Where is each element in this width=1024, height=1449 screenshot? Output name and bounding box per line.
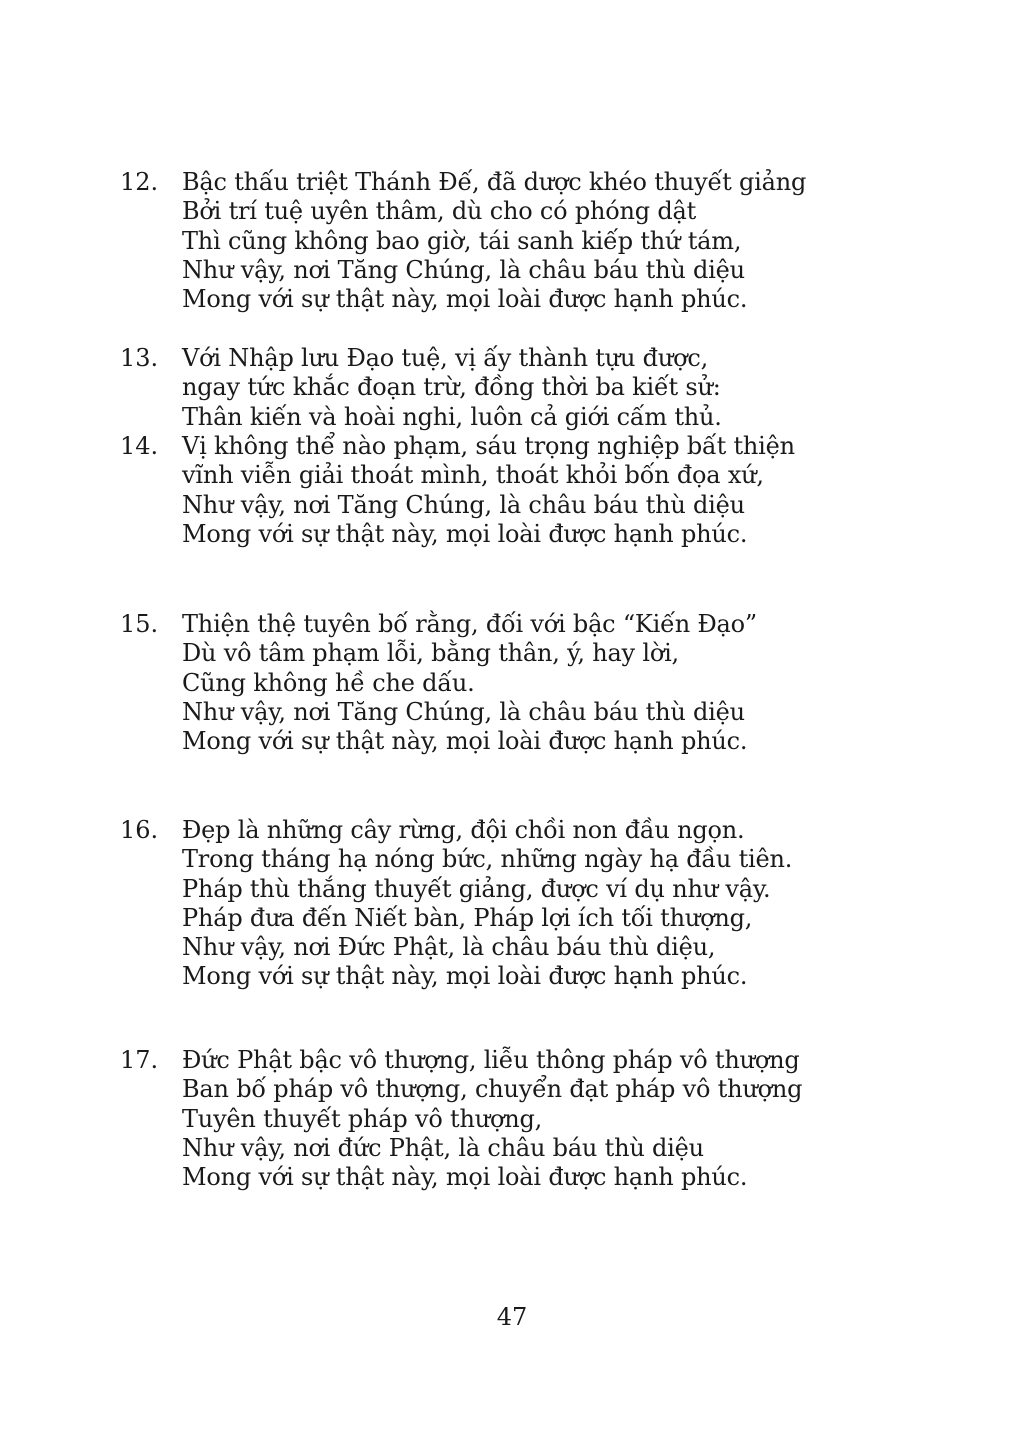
verse-line: Thân kiến và hoài nghi, luôn cả giới cấm thủ. [182,402,722,431]
verse-line: Như vậy, nơi Đức Phật, là châu báu thù diệu, [182,933,716,962]
page-number: 47 [496,1303,528,1331]
verse-line: Bởi trí tuệ uyên thâm, dù cho có phóng dật [182,197,697,226]
verse-number: 12. [120,168,159,196]
verse-line: Đẹp là những cây rừng, đội chồi non đầu ngọn. [182,816,745,844]
verse-line: vĩnh viễn giải thoát mình, thoát khỏi bốn đọa xứ, [182,461,764,490]
verse-line: Trong tháng hạ nóng bức, những ngày hạ đầu tiên. [182,845,793,874]
verse-line: Đức Phật bậc vô thượng, liễu thông pháp vô thượng [182,1046,800,1074]
verse-line: Ban bố pháp vô thượng, chuyển đạt pháp vô thượng [182,1075,803,1104]
verse-lines [182,1046,802,1192]
verse-line: Mong với sự thật này, mọi loài được hạnh phúc. [182,285,748,314]
verse-lines [182,344,722,432]
verse-line: Mong với sự thật này, mọi loài được hạnh phúc. [182,962,748,991]
verse-number: 17. [120,1046,159,1074]
verse-line: Như vậy, nơi đức Phật, là châu báu thù diệu [182,1133,704,1162]
verse-lines [182,432,795,549]
verse-line: Mong với sự thật này, mọi loài được hạnh phúc. [182,1163,748,1192]
verse-lines [182,168,806,314]
verse-line: Mong với sự thật này, mọi loài được hạnh phúc. [182,519,748,548]
verse-line: Thiện thệ tuyên bố rằng, đối với bậc “Kiến Đạo” [182,610,757,638]
verse-line: Pháp thù thắng thuyết giảng, được ví dụ như vậy. [182,874,771,903]
verse-line: Như vậy, nơi Tăng Chúng, là châu báu thù diệu [182,697,745,726]
verse-line: Bậc thấu triệt Thánh Đế, đã dược khéo thuyết giảng [182,168,807,196]
verse-lines [182,816,792,992]
verse-line: Như vậy, nơi Tăng Chúng, là châu báu thù diệu [182,255,745,284]
verse-line: Tuyên thuyết pháp vô thượng, [182,1104,543,1133]
verse-line: Dù vô tâm phạm lỗi, bằng thân, ý, hay lời, [182,639,679,668]
verse-line: Với Nhập lưu Đạo tuệ, vị ấy thành tựu được, [182,344,709,372]
verse-number: 16. [120,816,159,844]
verse-line: Thì cũng không bao giờ, tái sanh kiếp thứ tám, [182,226,742,255]
verse-line: Cũng không hề che dấu. [182,668,475,697]
verse-line: Pháp đưa đến Niết bàn, Pháp lợi ích tối thượng, [182,903,753,932]
verse-number: 14. [120,432,159,460]
verse-line: Mong với sự thật này, mọi loài được hạnh phúc. [182,727,748,756]
verse-line: ngay tức khắc đoạn trừ, đồng thời ba kiết sử: [182,373,721,402]
verse-number: 13. [120,344,159,372]
verse-lines [182,610,757,756]
verse-line: Vị không thể nào phạm, sáu trọng nghiệp bất thiện [182,432,795,460]
verse-number: 15. [120,610,159,638]
verse-line: Như vậy, nơi Tăng Chúng, là châu báu thù diệu [182,490,745,519]
